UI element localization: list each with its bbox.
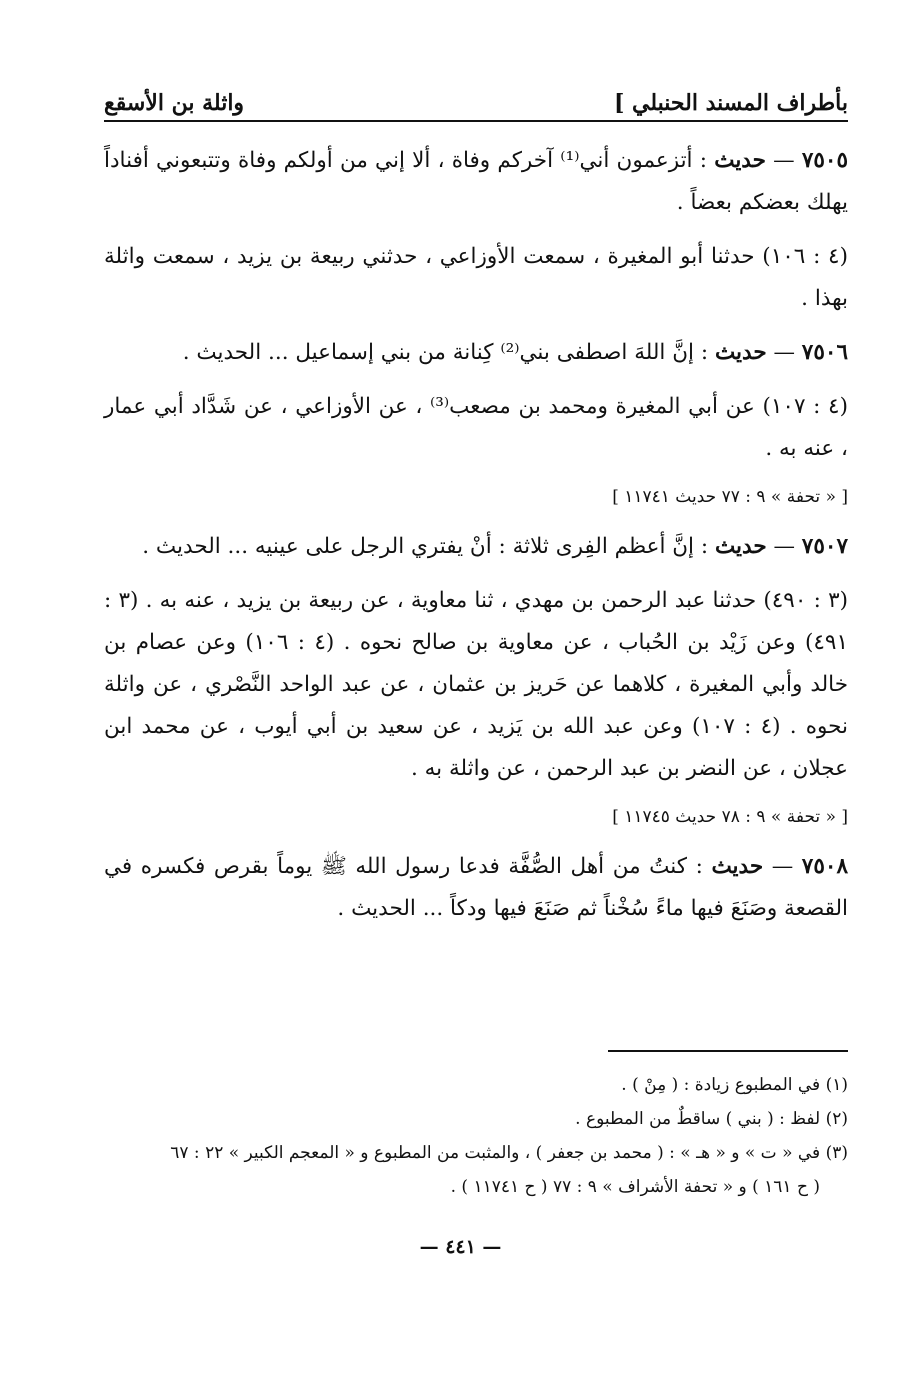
footnote-continuation: ( ح ١٦١ ) و « تحفة الأشراف » ٩ : ٧٧ ( ح ١١٧٤١ ) .	[450, 1177, 820, 1197]
hadith-number: ٧٥٠٧	[801, 534, 848, 559]
footnote: (٢) لفظ : ( بني ) ساقطٌ من المطبوع .	[575, 1109, 848, 1129]
hadith-entry	[104, 526, 848, 832]
hadith-chain: (٤ : ١٠٧) عن أبي المغيرة ومحمد بن مصعب⁽³⁾ ، عن الأوزاعي ، عن شَدَّاد أبي عمار ، عنه به .	[104, 394, 848, 461]
hadith-label: حديث	[714, 148, 766, 173]
hadith-chain: (٤ : ١٠٦) حدثنا أبو المغيرة ، سمعت الأوزاعي ، حدثني ربيعة بن يزيد ، سمعت واثلة بهذا .	[104, 244, 848, 311]
page-number: — ٤٤١ —	[419, 1236, 502, 1258]
hadith-label: حديث	[711, 854, 764, 879]
hadith-text: ٧٥٠٦ — حديث : إنَّ اللهَ اصطفى بني⁽²⁾ كِنانة من بني إسماعيل ... الحديث .	[182, 340, 848, 365]
hadith-chain: (٣ : ٤٩٠) حدثنا عبد الرحمن بن مهدي ، ثنا معاوية ، عن ربيعة بن يزيد ، عنه به . (٣ : ٤٩١) وعن زَيْد بن الحُباب ، عن معاوية بن صالح نحوه . (٤ : ١٠٦) وعن عصام بن خالد وأبي المغيرة ، كلاهما عن حَريز بن عثمان ، عن عبد الواحد النَّصْري ، عن واثلة نحوه . (٤ : ١٠٧) وعن عبد الله بن يَزيد ، عن سعيد بن أبي أيوب ، عن محمد ابن عجلان ، عن النضر بن عبد الرحمن ، عن واثلة به .	[104, 588, 849, 781]
hadith-text: ٧٥٠٨ — حديث : كنتُ من أهل الصُّفَّة فدعا رسول الله ﷺ يوماً بقرص فكسره في القصعة وصَنَعَ فيها ماءً سُخْناً ثم صَنَعَ فيها ودكاً ... الحديث .	[104, 854, 848, 921]
footnote: (٣) في « ت » و « هـ » : ( محمد بن جعفر ) ، والمثبت من المطبوع و « المعجم الكبير » ٢٢ : ٦٧	[170, 1143, 848, 1163]
hadith-number: ٧٥٠٨	[801, 854, 848, 879]
hadith-text: ٧٥٠٧ — حديث : إنَّ أعظم الفِرى ثلاثة : أنْ يفتري الرجل على عينيه ... الحديث .	[142, 534, 848, 559]
hadith-label: حديث	[714, 340, 767, 365]
hadith-entry	[104, 332, 848, 512]
header-narrator-name: واثلة بن الأسقع	[104, 90, 245, 116]
hadith-label: حديث	[714, 534, 767, 559]
hadith-entry	[104, 846, 848, 930]
hadith-text: ٧٥٠٥ — حديث : أتزعمون أني⁽¹⁾ آخركم وفاة ، ألا إني من أولكم وفاة وتتبعوني أفناداً يهلك بعضكم بعضاً .	[104, 148, 849, 215]
hadith-entry	[104, 140, 848, 320]
footnotes	[104, 1068, 848, 1204]
footnote-separator	[608, 1050, 848, 1052]
header-book-title: بأطراف المسند الحنبلي ]	[613, 90, 848, 116]
hadith-number: ٧٥٠٥	[801, 148, 849, 173]
hadith-matn: : أتزعمون أني⁽¹⁾ آخركم وفاة ، ألا إني من أولكم وفاة وتتبعوني أفناداً يهلك بعضكم بعضاً .	[104, 148, 848, 215]
hadith-matn: : كنتُ من أهل الصُّفَّة فدعا رسول الله ﷺ يوماً بقرص فكسره في القصعة وصَنَعَ فيها ماءً سُخْناً ثم صَنَعَ فيها ودكاً ... الحديث .	[104, 854, 848, 921]
tuhfa-reference: [ « تحفة » ٩ : ٧٨ حديث ١١٧٤٥ ]	[612, 807, 848, 827]
hadith-matn: : إنَّ أعظم الفِرى ثلاثة : أنْ يفتري الرجل على عينيه ... الحديث .	[142, 534, 709, 559]
hadith-number: ٧٥٠٦	[801, 340, 848, 365]
running-header	[104, 78, 848, 122]
tuhfa-reference: [ « تحفة » ٩ : ٧٧ حديث ١١٧٤١ ]	[612, 487, 848, 507]
main-text	[104, 140, 848, 942]
footnote: (١) في المطبوع زيادة : ( مِنْ ) .	[621, 1075, 848, 1095]
hadith-matn: : إنَّ اللهَ اصطفى بني⁽²⁾ كِنانة من بني إسماعيل ... الحديث .	[182, 340, 709, 365]
